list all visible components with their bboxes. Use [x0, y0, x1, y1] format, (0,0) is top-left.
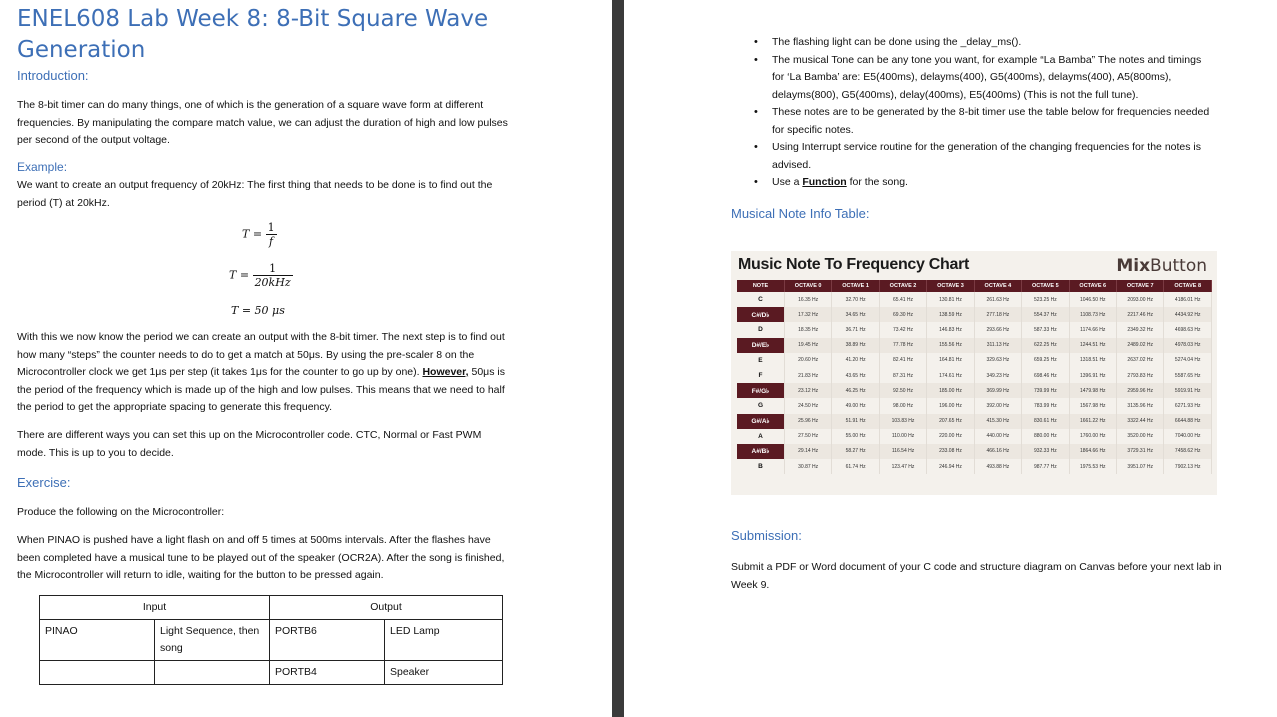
- frequency-cell: 77.78 Hz: [879, 338, 926, 353]
- frequency-cell: 36.71 Hz: [832, 322, 879, 337]
- frequency-cell: 123.47 Hz: [879, 459, 926, 474]
- octave-column-header: OCTAVE 2: [879, 280, 926, 292]
- io-input-header: Input: [40, 596, 270, 620]
- frequency-cell: 51.91 Hz: [832, 414, 879, 429]
- note-name-cell: C#/D♭: [737, 307, 784, 322]
- table-row: [737, 383, 1212, 398]
- frequency-cell: 1318.51 Hz: [1069, 353, 1116, 368]
- note-frequency-table: [737, 280, 1212, 474]
- frequency-cell: 2959.96 Hz: [1117, 383, 1164, 398]
- frequency-cell: 116.54 Hz: [879, 444, 926, 459]
- submission-paragraph: Submit a PDF or Word document of your C code and structure diagram on Canvas before your next lab in Week 9.: [731, 561, 1222, 591]
- frequency-cell: 3520.00 Hz: [1117, 429, 1164, 444]
- frequency-cell: 110.00 Hz: [879, 429, 926, 444]
- bullet5-pre: Use a: [772, 176, 803, 188]
- frequency-cell: 311.13 Hz: [974, 338, 1021, 353]
- period-paragraph-b: 50μs is the period of the frequency which is made up of the high and low pulses. This means that we need to half the period to get the appropriate spacing to generate this frequency.: [17, 366, 505, 413]
- note-name-cell: A: [737, 429, 784, 444]
- eq2-denominator: 20kHz: [254, 276, 291, 289]
- frequency-cell: 220.00 Hz: [927, 429, 974, 444]
- io-cell-port-speaker: PORTB4: [270, 661, 385, 685]
- frequency-cell: 7902.13 Hz: [1164, 459, 1212, 474]
- frequency-cell: 493.88 Hz: [974, 459, 1021, 474]
- frequency-cell: 783.99 Hz: [1022, 398, 1069, 413]
- frequency-cell: 880.00 Hz: [1022, 429, 1069, 444]
- table-row: [737, 307, 1212, 322]
- io-output-header: Output: [270, 596, 503, 620]
- note-name-cell: F#/G♭: [737, 383, 784, 398]
- page-title-line1: ENEL608 Lab Week 8: 8-Bit Square Wave: [17, 6, 489, 32]
- frequency-cell: 87.31 Hz: [879, 368, 926, 383]
- frequency-cell: 19.45 Hz: [784, 338, 831, 353]
- page-divider: [612, 0, 624, 717]
- frequency-cell: 43.65 Hz: [832, 368, 879, 383]
- mixbutton-logo: [1116, 256, 1207, 276]
- frequency-cell: 2489.02 Hz: [1117, 338, 1164, 353]
- frequency-cell: 1396.91 Hz: [1069, 368, 1116, 383]
- frequency-cell: 415.30 Hz: [974, 414, 1021, 429]
- equation-period-value: [229, 262, 293, 289]
- frequency-cell: 3729.31 Hz: [1117, 444, 1164, 459]
- frequency-cell: 65.41 Hz: [879, 292, 926, 307]
- io-cell-empty-1: [40, 661, 155, 685]
- frequency-cell: 17.32 Hz: [784, 307, 831, 322]
- io-table-header-row: [40, 596, 503, 620]
- io-cell-pin: PINAO: [40, 620, 155, 661]
- frequency-cell: 5919.91 Hz: [1164, 383, 1212, 398]
- bullet5-post: for the song.: [846, 176, 908, 188]
- table-row: [40, 661, 503, 685]
- octave-column-header: OCTAVE 4: [974, 280, 1021, 292]
- frequency-cell: 58.27 Hz: [832, 444, 879, 459]
- table-row: [737, 338, 1212, 353]
- frequency-cell: 987.77 Hz: [1022, 459, 1069, 474]
- frequency-cell: 1661.22 Hz: [1069, 414, 1116, 429]
- frequency-cell: 587.33 Hz: [1022, 322, 1069, 337]
- chart-title: Music Note To Frequency Chart: [738, 256, 970, 273]
- frequency-cell: 55.00 Hz: [832, 429, 879, 444]
- frequency-cell: 21.83 Hz: [784, 368, 831, 383]
- frequency-cell: 73.42 Hz: [879, 322, 926, 337]
- right-page: [624, 0, 1277, 717]
- frequency-cell: 5274.04 Hz: [1164, 353, 1212, 368]
- frequency-cell: 38.89 Hz: [832, 338, 879, 353]
- brand-part-b: Button: [1150, 256, 1207, 276]
- frequency-cell: 25.96 Hz: [784, 414, 831, 429]
- io-cell-speaker: Speaker: [385, 661, 503, 685]
- frequency-cell: 1046.50 Hz: [1069, 292, 1116, 307]
- note-name-cell: G: [737, 398, 784, 413]
- frequency-cell: 130.81 Hz: [927, 292, 974, 307]
- frequency-cell: 2637.02 Hz: [1117, 353, 1164, 368]
- eq2-numerator: 1: [253, 262, 293, 276]
- octave-column-header: OCTAVE 0: [784, 280, 831, 292]
- table-row: [40, 620, 503, 661]
- frequency-cell: 69.30 Hz: [879, 307, 926, 322]
- table-row: [737, 444, 1212, 459]
- bullet-item: • The musical Tone can be any tone you want, for example “La Bamba” The notes and timings for ‘La Bamba’ are: E5(400ms), delayms(400), G5(400ms), delayms(400), A5(800ms), delayms(800), G5(400ms), delay(400ms), E5(400ms) (This is not the full tune).: [772, 52, 1212, 105]
- frequency-cell: 98.00 Hz: [879, 398, 926, 413]
- frequency-cell: 7458.62 Hz: [1164, 444, 1212, 459]
- io-table: [39, 595, 503, 685]
- table-row: [737, 414, 1212, 429]
- octave-column-header: OCTAVE 7: [1117, 280, 1164, 292]
- frequency-cell: 185.00 Hz: [927, 383, 974, 398]
- introduction-heading: Introduction:: [17, 68, 89, 83]
- note-name-cell: E: [737, 353, 784, 368]
- frequency-cell: 155.56 Hz: [927, 338, 974, 353]
- frequency-cell: 6644.88 Hz: [1164, 414, 1212, 429]
- eq2-lhs: T =: [229, 268, 250, 282]
- musical-note-heading: Musical Note Info Table:: [731, 206, 870, 221]
- frequency-cell: 246.94 Hz: [927, 459, 974, 474]
- frequency-cell: 349.23 Hz: [974, 368, 1021, 383]
- frequency-cell: 329.63 Hz: [974, 353, 1021, 368]
- however-text: However,: [422, 366, 469, 378]
- equation-period-result: T = 50 μs: [231, 304, 285, 317]
- eq1-lhs: T =: [242, 227, 263, 241]
- eq1-numerator: 1: [267, 221, 275, 234]
- frequency-cell: 32.70 Hz: [832, 292, 879, 307]
- note-frequency-chart-image: [731, 251, 1217, 495]
- frequency-cell: 20.60 Hz: [784, 353, 831, 368]
- note-table-header-row: [737, 280, 1212, 292]
- bullet-item: • These notes are to be generated by the 8-bit timer use the table below for frequencies needed for specific notes.: [772, 104, 1212, 139]
- frequency-cell: 24.50 Hz: [784, 398, 831, 413]
- frequency-cell: 233.08 Hz: [927, 444, 974, 459]
- frequency-cell: 2349.32 Hz: [1117, 322, 1164, 337]
- table-row: [737, 322, 1212, 337]
- frequency-cell: 146.83 Hz: [927, 322, 974, 337]
- note-column-header: NOTE: [737, 280, 784, 292]
- frequency-cell: 440.00 Hz: [974, 429, 1021, 444]
- frequency-cell: 138.59 Hz: [927, 307, 974, 322]
- frequency-cell: 622.25 Hz: [1022, 338, 1069, 353]
- frequency-cell: 1244.51 Hz: [1069, 338, 1116, 353]
- note-name-cell: G#/A♭: [737, 414, 784, 429]
- frequency-cell: 92.50 Hz: [879, 383, 926, 398]
- frequency-cell: 1760.00 Hz: [1069, 429, 1116, 444]
- frequency-cell: 1975.53 Hz: [1069, 459, 1116, 474]
- note-name-cell: A#/B♭: [737, 444, 784, 459]
- frequency-cell: 1479.98 Hz: [1069, 383, 1116, 398]
- frequency-cell: 392.00 Hz: [974, 398, 1021, 413]
- frequency-cell: 4978.03 Hz: [1164, 338, 1212, 353]
- io-cell-led-lamp: LED Lamp: [385, 620, 503, 661]
- bullet-item: • The flashing light can be done using the _delay_ms().: [772, 34, 1212, 52]
- frequency-cell: 18.35 Hz: [784, 322, 831, 337]
- note-name-cell: F: [737, 368, 784, 383]
- exercise-heading: Exercise:: [17, 475, 71, 490]
- frequency-cell: 61.74 Hz: [832, 459, 879, 474]
- table-row: [737, 429, 1212, 444]
- page-title-line2: Generation: [17, 37, 146, 63]
- frequency-cell: 369.99 Hz: [974, 383, 1021, 398]
- frequency-cell: 16.35 Hz: [784, 292, 831, 307]
- frequency-cell: 1567.98 Hz: [1069, 398, 1116, 413]
- function-keyword: Function: [802, 176, 847, 188]
- frequency-cell: 1174.66 Hz: [1069, 322, 1116, 337]
- octave-column-header: OCTAVE 3: [927, 280, 974, 292]
- frequency-cell: 103.83 Hz: [879, 414, 926, 429]
- frequency-cell: 830.61 Hz: [1022, 414, 1069, 429]
- frequency-cell: 1108.73 Hz: [1069, 307, 1116, 322]
- frequency-cell: 2093.00 Hz: [1117, 292, 1164, 307]
- note-name-cell: C: [737, 292, 784, 307]
- frequency-cell: 1864.66 Hz: [1069, 444, 1116, 459]
- eq2-fraction: [253, 262, 293, 289]
- intro-paragraph: The 8-bit timer can do many things, one of which is the generation of a square wave form at different frequencies. By manipulating the compare match value, we can adjust the duration of high and low pulses per second of the output voltage.: [17, 99, 508, 146]
- frequency-cell: 4698.63 Hz: [1164, 322, 1212, 337]
- frequency-cell: 739.99 Hz: [1022, 383, 1069, 398]
- io-cell-empty-2: [155, 661, 270, 685]
- frequency-cell: 7040.00 Hz: [1164, 429, 1212, 444]
- table-row: [737, 368, 1212, 383]
- table-row: [737, 292, 1212, 307]
- frequency-cell: 4434.92 Hz: [1164, 307, 1212, 322]
- frequency-cell: 3322.44 Hz: [1117, 414, 1164, 429]
- octave-column-header: OCTAVE 5: [1022, 280, 1069, 292]
- frequency-cell: 174.61 Hz: [927, 368, 974, 383]
- equation-period-formula: [242, 221, 277, 248]
- octave-column-header: OCTAVE 1: [832, 280, 879, 292]
- note-name-cell: B: [737, 459, 784, 474]
- frequency-cell: 2217.46 Hz: [1117, 307, 1164, 322]
- frequency-cell: 30.87 Hz: [784, 459, 831, 474]
- frequency-cell: 261.63 Hz: [974, 292, 1021, 307]
- bullet-item: • Using Interrupt service routine for the generation of the changing frequencies for the notes is advised.: [772, 139, 1212, 174]
- note-name-cell: D: [737, 322, 784, 337]
- eq1-denominator: f: [269, 235, 274, 248]
- frequency-cell: 41.20 Hz: [832, 353, 879, 368]
- period-paragraph-a: With this we now know the period we can create an output with the 8-bit timer. The next step is to find out how many “steps” the counter needs to do to get a match at 50μs. By using the pre-scaler 8 on the Microcontroller clock we get 1μs per step (it takes 1μs for the counter to go up by one).: [17, 331, 505, 378]
- frequency-cell: 554.37 Hz: [1022, 307, 1069, 322]
- io-cell-port-led: PORTB6: [270, 620, 385, 661]
- frequency-cell: 698.46 Hz: [1022, 368, 1069, 383]
- modes-paragraph: There are different ways you can set this up on the Microcontroller code. CTC, Normal or Fast PWM mode. This is up to you to decide.: [17, 429, 482, 459]
- period-paragraph: [17, 329, 512, 417]
- frequency-cell: 5587.65 Hz: [1164, 368, 1212, 383]
- frequency-cell: 196.00 Hz: [927, 398, 974, 413]
- frequency-cell: 46.25 Hz: [832, 383, 879, 398]
- exercise-intro: Produce the following on the Microcontroller:: [17, 506, 225, 518]
- frequency-cell: 3951.07 Hz: [1117, 459, 1164, 474]
- frequency-cell: 659.25 Hz: [1022, 353, 1069, 368]
- frequency-cell: 27.50 Hz: [784, 429, 831, 444]
- note-name-cell: D#/E♭: [737, 338, 784, 353]
- eq1-fraction: [266, 221, 277, 248]
- frequency-cell: 29.14 Hz: [784, 444, 831, 459]
- frequency-cell: 207.65 Hz: [927, 414, 974, 429]
- octave-column-header: OCTAVE 6: [1069, 280, 1116, 292]
- instruction-bullets: [772, 34, 1212, 192]
- frequency-cell: 6271.93 Hz: [1164, 398, 1212, 413]
- io-cell-action: Light Sequence, then song: [155, 620, 270, 661]
- exercise-description: When PINAO is pushed have a light flash on and off 5 times at 500ms intervals. After the flashes have been completed have a musical tune to be played out of the speaker (OCR2A). After the song is finished, the Microcontroller will return to idle, waiting for the button to be pressed again.: [17, 534, 505, 581]
- frequency-cell: 932.33 Hz: [1022, 444, 1069, 459]
- frequency-cell: 49.00 Hz: [832, 398, 879, 413]
- frequency-cell: 3135.96 Hz: [1117, 398, 1164, 413]
- brand-part-a: Mix: [1116, 256, 1151, 276]
- left-page: [0, 0, 612, 717]
- example-paragraph: We want to create an output frequency of 20kHz: The first thing that needs to be done is to find out the period (T) at 20kHz.: [17, 179, 493, 209]
- frequency-cell: 23.12 Hz: [784, 383, 831, 398]
- frequency-cell: 293.66 Hz: [974, 322, 1021, 337]
- frequency-cell: 2793.83 Hz: [1117, 368, 1164, 383]
- bullet-item: [772, 174, 1212, 192]
- frequency-cell: 277.18 Hz: [974, 307, 1021, 322]
- example-heading: Example:: [17, 160, 68, 174]
- table-row: [737, 398, 1212, 413]
- submission-heading: Submission:: [731, 528, 802, 543]
- table-row: [737, 459, 1212, 474]
- frequency-cell: 523.25 Hz: [1022, 292, 1069, 307]
- frequency-cell: 164.81 Hz: [927, 353, 974, 368]
- frequency-cell: 466.16 Hz: [974, 444, 1021, 459]
- octave-column-header: OCTAVE 8: [1164, 280, 1212, 292]
- frequency-cell: 82.41 Hz: [879, 353, 926, 368]
- frequency-cell: 4186.01 Hz: [1164, 292, 1212, 307]
- table-row: [737, 353, 1212, 368]
- frequency-cell: 34.65 Hz: [832, 307, 879, 322]
